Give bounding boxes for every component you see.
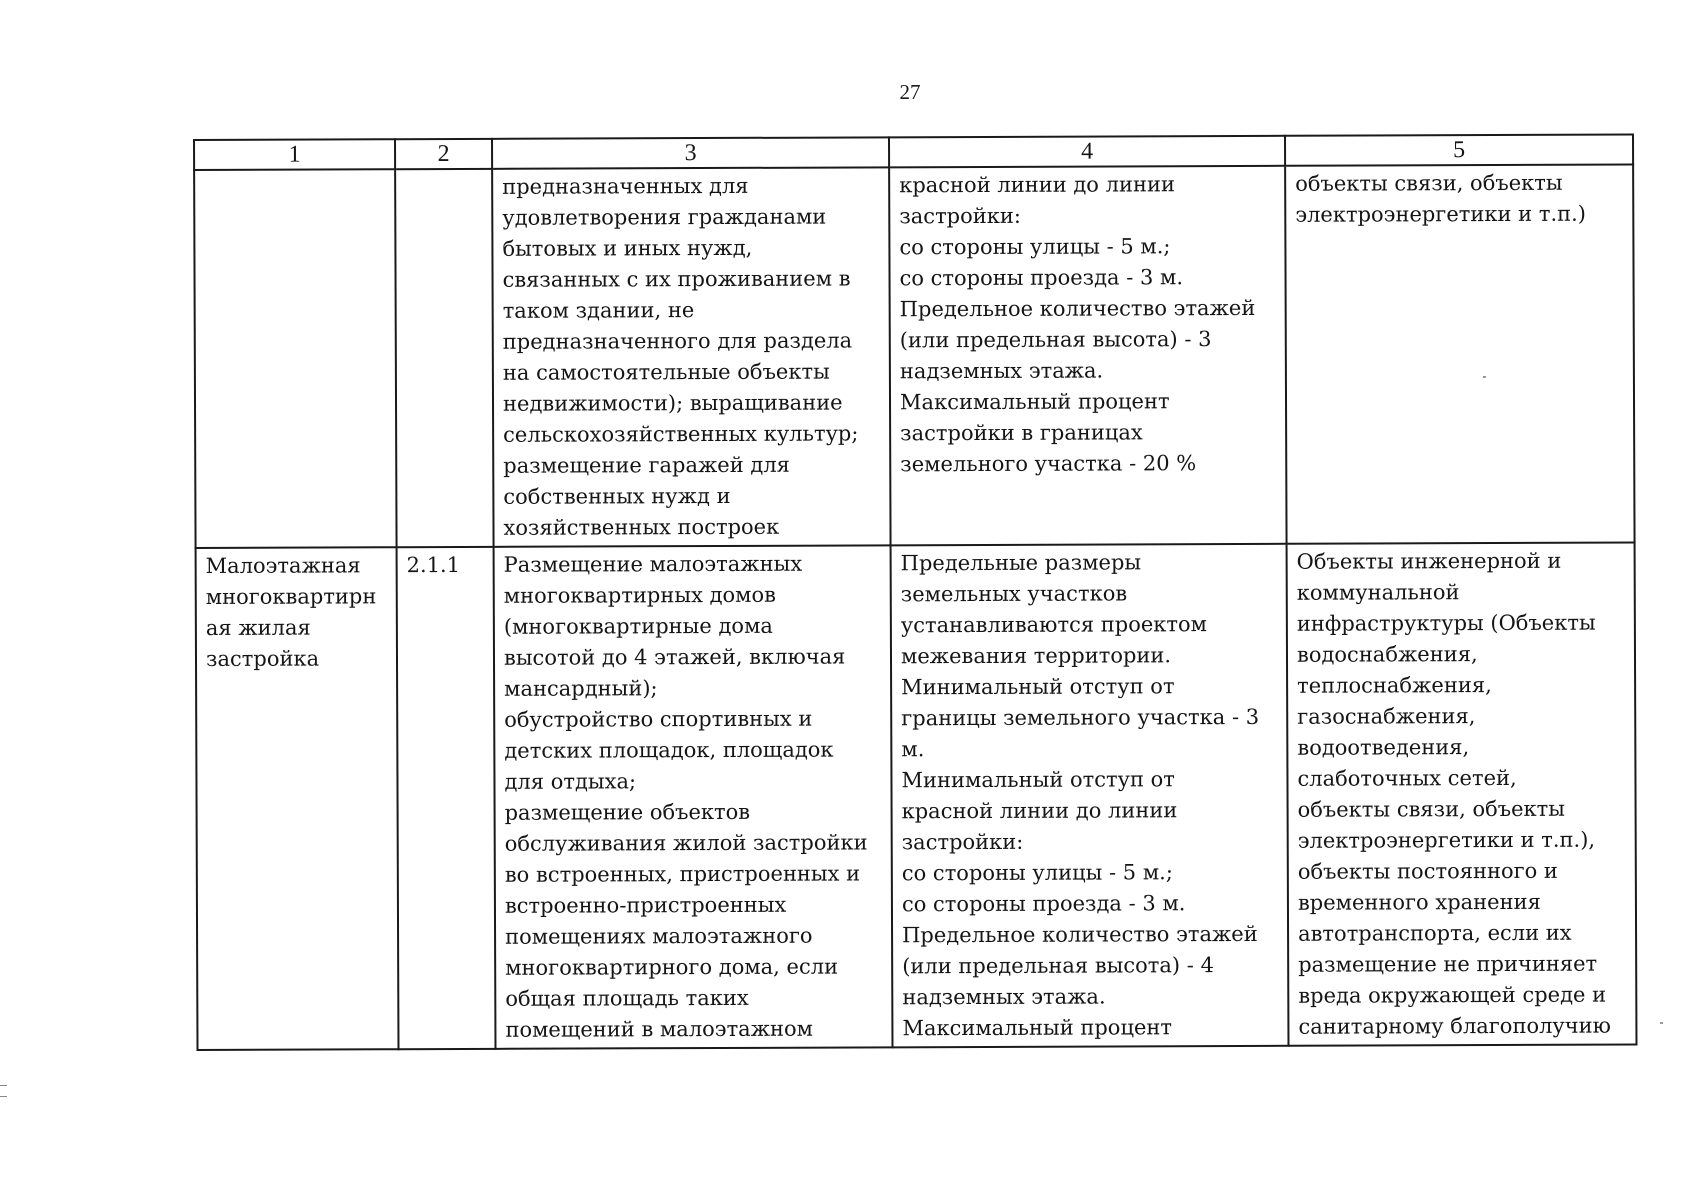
column-header-4: 4 <box>889 136 1285 168</box>
cell-parameters: красной линии до линии застройки: со стороны улицы - 5 м.; со стороны проезда - 3 м. Предельное количество этажей (или предельная высота) - 3 надземных этажа. Максимальный процент застройки в границах земельного участка - 20 % <box>889 166 1286 546</box>
column-header-5: 5 <box>1285 134 1633 165</box>
table-row <box>196 542 1637 1050</box>
zoning-table <box>193 133 1637 1051</box>
scan-margin-mark <box>0 1085 7 1097</box>
cell-auxiliary-uses: объекты связи, объекты электроэнергетики и т.п.) <box>1285 164 1634 543</box>
cell-use-code <box>395 169 493 547</box>
column-header-1: 1 <box>194 139 395 170</box>
table-row <box>194 164 1634 548</box>
cell-auxiliary-uses: Объекты инженерной и коммунальной инфраструктуры (Объекты водоснабжения, теплоснабжения, газоснабжения, водоотведения, слаботочных сетей, объекты связи, объекты электроэнергетики и т.п.), объекты постоянного и временного хранения автотранспорта, если их размещение не причиняет вреда окружающей среде и санитарному благополучию <box>1287 542 1637 1045</box>
cell-use-name <box>194 169 396 548</box>
cell-use-description: предназначенных для удовлетворения гражданами бытовых и иных нужд, связанных с их проживанием в таком здании, не предназначенного для раздела на самостоятельные объекты недвижимости); выращивание сельскохозяйственных культур; размещение гаражей для собственных нужд и хозяйственных построек <box>492 167 890 547</box>
cell-use-description: Размещение малоэтажных многоквартирных домов (многоквартирные дома высотой до 4 этажей, включая мансардный); обустройство спортивных и детских площадок, площадок для отдыха; размещение объектов обслуживания жилой застройки во встроенных, пристроенных и встроенно-пристроенных помещениях малоэтажного многоквартирного дома, если общая площадь таких помещений в малоэтажном <box>494 545 893 1049</box>
cell-use-code: 2.1.1 <box>397 547 496 1049</box>
scan-speck <box>1483 376 1486 378</box>
cell-use-name: Малоэтажная многоквартирн ая жилая застройка <box>196 547 399 1050</box>
scan-speck <box>1660 1022 1663 1024</box>
cell-parameters: Предельные размеры земельных участков устанавливаются проектом межевания территории. Минимальный отступ от границы земельного участка - 3 м. Минимальный отступ от красной линии до линии застройки: со стороны улицы - 5 м.; со стороны проезда - 3 м. Предельное количество этажей (или предельная высота) - 4 надземных этажа. Максимальный процент <box>891 544 1289 1048</box>
column-header-2: 2 <box>395 139 492 169</box>
column-header-3: 3 <box>492 137 889 169</box>
page-number: 27 <box>899 80 921 104</box>
